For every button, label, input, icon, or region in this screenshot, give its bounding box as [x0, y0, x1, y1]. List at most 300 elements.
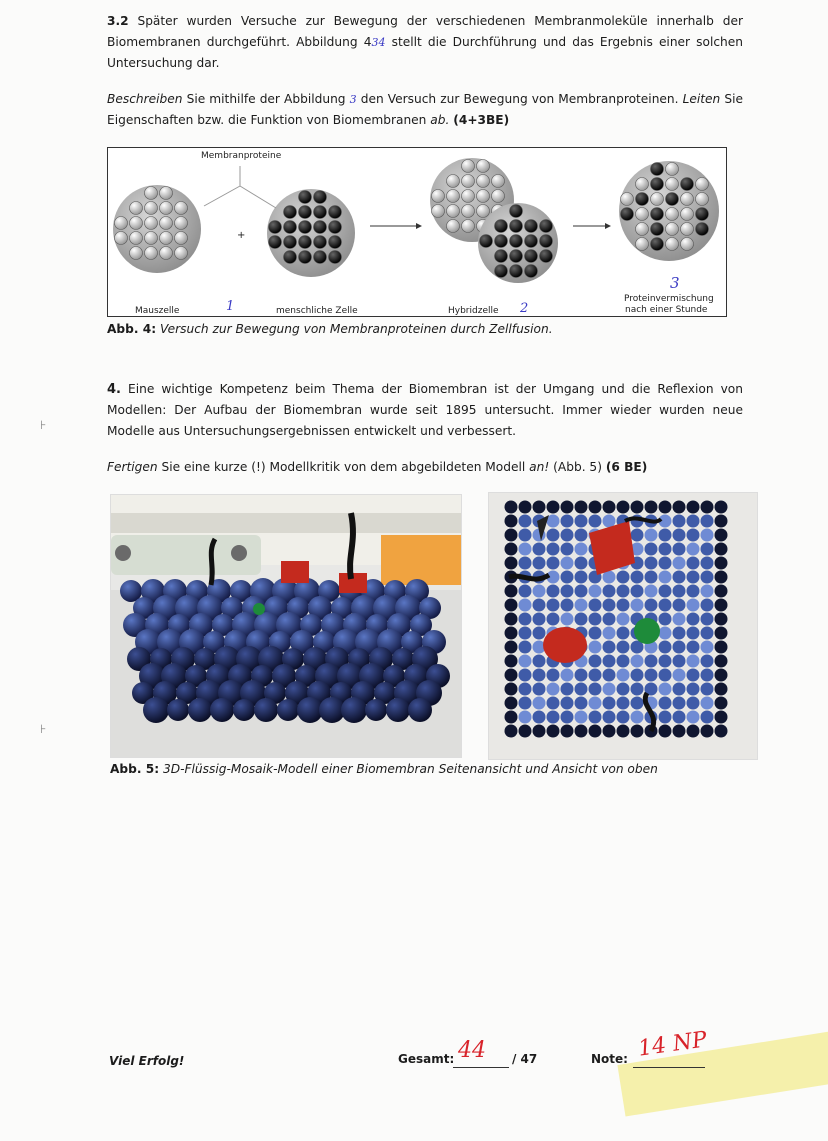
model-sphere	[687, 571, 700, 584]
model-sphere	[533, 711, 546, 724]
model-sphere	[547, 585, 560, 598]
model-sphere	[701, 725, 714, 738]
model-sphere	[701, 669, 714, 682]
label-nach-einer-stunde: nach einer Stunde	[625, 305, 708, 315]
model-sphere	[547, 669, 560, 682]
model-sphere	[673, 683, 686, 696]
model-sphere	[701, 627, 714, 640]
model-sphere	[631, 711, 644, 724]
model-sphere	[715, 641, 728, 654]
model-sphere	[673, 501, 686, 514]
human-protein	[696, 208, 709, 221]
mouse-protein	[666, 163, 679, 176]
model-sphere	[589, 501, 602, 514]
human-protein	[329, 236, 342, 249]
human-protein	[329, 221, 342, 234]
model-top-view-photo	[488, 492, 758, 760]
mouse-protein	[666, 223, 679, 236]
section-3-2-intro	[107, 11, 743, 74]
model-sphere	[659, 725, 672, 738]
model-sphere	[589, 697, 602, 710]
task-points: (4+3BE)	[453, 113, 510, 127]
model-sphere	[589, 683, 602, 696]
human-protein	[651, 238, 664, 251]
model-sphere	[575, 613, 588, 626]
top-view-illustration	[489, 493, 757, 759]
model-sphere	[547, 711, 560, 724]
model-sphere	[617, 683, 630, 696]
model-sphere	[659, 543, 672, 556]
model-sphere	[589, 613, 602, 626]
human-protein	[495, 235, 508, 248]
model-sphere	[575, 585, 588, 598]
mouse-protein	[160, 217, 173, 230]
intro-text: Eine wichtige Kompetenz beim Thema der Biomembran ist der Umgang und die Reflexion von Modellen: Der Aufbau der Biomembran wurde seit 1895 untersucht. Immer wieder wurden neue Modelle aus Untersuchungsergebnissen entwickelt und verbessert.	[107, 382, 743, 438]
label-membranproteine: Membranproteine	[201, 151, 282, 161]
label-mauszelle: Mauszelle	[135, 306, 180, 316]
mouse-protein	[462, 220, 475, 233]
model-sphere	[687, 655, 700, 668]
human-protein	[666, 193, 679, 206]
arrow-2-head	[605, 223, 611, 229]
model-sphere	[589, 515, 602, 528]
model-sphere	[715, 711, 728, 724]
model-sphere	[659, 655, 672, 668]
model-sphere	[561, 501, 574, 514]
model-sphere	[561, 557, 574, 570]
model-sphere	[687, 641, 700, 654]
model-sphere	[575, 515, 588, 528]
model-sphere	[505, 529, 518, 542]
human-protein	[480, 235, 493, 248]
model-sphere	[341, 697, 367, 723]
human-protein	[696, 223, 709, 236]
model-sphere	[533, 557, 546, 570]
intro-text: Später wurden Versuche zur Bewegung der verschiedenen Membranmoleküle innerhalb der Biomembranen durchgeführt. Abbildung	[107, 14, 743, 49]
model-sphere	[659, 599, 672, 612]
handwritten-figure-ref: 34	[371, 36, 386, 49]
human-protein	[525, 265, 538, 278]
figure-4	[107, 147, 727, 317]
model-sphere	[143, 697, 169, 723]
model-sphere	[659, 627, 672, 640]
model-sphere	[673, 725, 686, 738]
model-sphere	[673, 711, 686, 724]
model-sphere	[701, 529, 714, 542]
model-sphere	[715, 543, 728, 556]
mouse-protein	[130, 232, 143, 245]
model-sphere	[687, 543, 700, 556]
model-sphere	[589, 655, 602, 668]
human-protein	[495, 220, 508, 233]
model-sphere	[715, 585, 728, 598]
model-sphere	[575, 557, 588, 570]
model-sphere	[575, 711, 588, 724]
mouse-protein	[145, 217, 158, 230]
model-side-view-photo	[110, 494, 462, 758]
mouse-protein	[447, 175, 460, 188]
mouse-protein	[175, 232, 188, 245]
model-sphere	[715, 655, 728, 668]
model-sphere	[645, 543, 658, 556]
model-sphere	[603, 725, 616, 738]
model-sphere	[701, 515, 714, 528]
mouse-protein	[696, 193, 709, 206]
human-protein	[525, 250, 538, 263]
model-sphere	[254, 698, 278, 722]
human-protein	[284, 236, 297, 249]
mouse-protein	[636, 208, 649, 221]
handwritten-3: 3	[670, 274, 680, 292]
mouse-protein	[447, 205, 460, 218]
model-sphere	[589, 627, 602, 640]
model-sphere	[386, 698, 410, 722]
caption-prefix: Abb. 5:	[110, 762, 160, 776]
grade-label: Note:	[591, 1052, 628, 1066]
model-sphere	[617, 501, 630, 514]
model-sphere	[603, 669, 616, 682]
model-sphere	[575, 571, 588, 584]
model-sphere	[631, 585, 644, 598]
model-sphere	[210, 698, 234, 722]
model-sphere	[715, 725, 728, 738]
human-protein	[621, 208, 634, 221]
model-sphere	[589, 669, 602, 682]
mouse-protein	[477, 205, 490, 218]
model-sphere	[561, 697, 574, 710]
margin-mark: ⊦	[40, 722, 47, 736]
model-sphere	[533, 613, 546, 626]
mouse-protein	[175, 217, 188, 230]
total-label: Gesamt:	[398, 1052, 455, 1066]
mouse-protein	[130, 202, 143, 215]
model-sphere	[701, 655, 714, 668]
task-verb: Beschreiben	[107, 92, 183, 106]
model-sphere	[659, 557, 672, 570]
model-sphere	[659, 529, 672, 542]
human-protein	[651, 178, 664, 191]
human-protein	[299, 206, 312, 219]
mouse-protein	[145, 187, 158, 200]
model-sphere	[659, 697, 672, 710]
mouse-protein	[477, 190, 490, 203]
model-sphere	[603, 613, 616, 626]
human-protein	[495, 250, 508, 263]
human-protein	[681, 178, 694, 191]
model-sphere	[645, 655, 658, 668]
model-sphere	[603, 501, 616, 514]
model-sphere	[715, 557, 728, 570]
model-sphere	[505, 515, 518, 528]
model-sphere	[561, 599, 574, 612]
figure-4-caption	[107, 322, 553, 336]
mouse-protein	[477, 175, 490, 188]
model-sphere	[561, 725, 574, 738]
model-sphere	[561, 529, 574, 542]
human-protein	[495, 265, 508, 278]
model-sphere	[533, 683, 546, 696]
model-sphere	[575, 683, 588, 696]
task-points: (6 BE)	[605, 460, 648, 474]
model-sphere	[715, 669, 728, 682]
model-sphere	[603, 683, 616, 696]
model-sphere	[505, 669, 518, 682]
mouse-protein	[432, 190, 445, 203]
model-sphere	[673, 585, 686, 598]
mouse-protein	[621, 193, 634, 206]
model-sphere	[561, 585, 574, 598]
cell	[267, 189, 355, 277]
model-sphere	[561, 515, 574, 528]
mouse-protein	[651, 193, 664, 206]
model-sphere	[589, 725, 602, 738]
model-sphere	[645, 501, 658, 514]
model-sphere	[603, 655, 616, 668]
human-protein	[540, 220, 553, 233]
model-sphere	[687, 599, 700, 612]
model-sphere	[547, 529, 560, 542]
model-sphere	[505, 725, 518, 738]
total-score-handwritten: 44	[458, 1038, 486, 1063]
model-sphere	[575, 669, 588, 682]
model-sphere	[603, 585, 616, 598]
model-sphere	[603, 641, 616, 654]
mouse-protein	[175, 247, 188, 260]
mouse-protein	[462, 160, 475, 173]
model-sphere	[603, 599, 616, 612]
mouse-protein	[636, 178, 649, 191]
mouse-protein	[462, 175, 475, 188]
model-sphere	[533, 501, 546, 514]
model-sphere	[673, 627, 686, 640]
mouse-protein	[130, 247, 143, 260]
model-sphere	[575, 501, 588, 514]
model-sphere	[659, 641, 672, 654]
human-protein	[269, 236, 282, 249]
mouse-protein	[696, 178, 709, 191]
model-sphere	[673, 599, 686, 612]
model-sphere	[408, 698, 432, 722]
mouse-protein	[432, 205, 445, 218]
model-sphere	[575, 543, 588, 556]
model-sphere	[701, 557, 714, 570]
model-sphere	[505, 599, 518, 612]
model-sphere	[547, 543, 560, 556]
total-line	[453, 1067, 509, 1068]
mouse-protein	[130, 217, 143, 230]
model-sphere	[673, 669, 686, 682]
mouse-protein	[636, 238, 649, 251]
human-protein	[299, 221, 312, 234]
human-protein	[284, 221, 297, 234]
model-sphere	[701, 599, 714, 612]
human-protein	[651, 223, 664, 236]
model-sphere	[701, 697, 714, 710]
model-sphere	[673, 543, 686, 556]
model-sphere	[673, 557, 686, 570]
mouse-protein	[462, 205, 475, 218]
model-sphere	[575, 599, 588, 612]
model-sphere	[631, 501, 644, 514]
model-sphere	[519, 683, 532, 696]
model-sphere	[715, 501, 728, 514]
human-protein	[269, 221, 282, 234]
model-sphere	[617, 697, 630, 710]
model-sphere	[547, 613, 560, 626]
task-verb-2: Leiten	[682, 92, 721, 106]
cell	[113, 185, 201, 273]
model-sphere	[617, 655, 630, 668]
model-sphere	[687, 585, 700, 598]
section-number: 4.	[107, 382, 121, 397]
total-max: / 47	[512, 1052, 538, 1066]
model-sphere	[505, 655, 518, 668]
mouse-protein	[462, 190, 475, 203]
model-sphere	[505, 543, 518, 556]
human-protein	[651, 208, 664, 221]
grade-handwritten: 14 NP	[636, 1027, 709, 1062]
model-sphere	[631, 697, 644, 710]
human-protein	[525, 235, 538, 248]
model-sphere	[715, 571, 728, 584]
caption-text: 3D-Flüssig-Mosaik-Modell einer Biomembran Seitenansicht und Ansicht von oben	[159, 762, 658, 776]
model-sphere	[589, 599, 602, 612]
model-sphere	[519, 515, 532, 528]
mouse-protein	[492, 175, 505, 188]
model-sphere	[687, 557, 700, 570]
model-sphere	[701, 543, 714, 556]
model-sphere	[617, 627, 630, 640]
mouse-protein	[681, 193, 694, 206]
mouse-protein	[681, 223, 694, 236]
model-sphere	[547, 599, 560, 612]
mouse-protein	[636, 223, 649, 236]
task-ab: ab.	[430, 113, 450, 127]
model-sphere	[617, 641, 630, 654]
model-sphere	[687, 529, 700, 542]
model-sphere	[167, 699, 189, 721]
model-sphere	[519, 725, 532, 738]
human-protein	[299, 236, 312, 249]
handwritten-1: 1	[226, 299, 235, 314]
model-sphere	[519, 697, 532, 710]
model-sphere	[561, 571, 574, 584]
model-sphere	[519, 585, 532, 598]
handwritten-ref: 3	[349, 93, 357, 106]
model-sphere	[547, 697, 560, 710]
model-sphere	[687, 501, 700, 514]
model-sphere	[715, 515, 728, 528]
human-protein	[314, 221, 327, 234]
model-sphere	[645, 669, 658, 682]
mouse-protein	[681, 238, 694, 251]
task-an: an!	[529, 460, 550, 474]
human-protein	[314, 251, 327, 264]
mouse-protein	[115, 217, 128, 230]
mouse-protein	[477, 160, 490, 173]
model-sphere	[519, 669, 532, 682]
label-menschliche-zelle: menschliche Zelle	[276, 306, 358, 316]
model-sphere	[659, 585, 672, 598]
model-sphere	[533, 585, 546, 598]
model-sphere	[519, 655, 532, 668]
model-sphere	[617, 711, 630, 724]
section-4-intro	[107, 379, 743, 442]
mouse-protein	[145, 232, 158, 245]
model-sphere	[233, 699, 255, 721]
model-sphere	[505, 613, 518, 626]
figure-ref: 4	[363, 35, 372, 49]
model-sphere	[575, 725, 588, 738]
mouse-protein	[145, 202, 158, 215]
model-sphere	[547, 725, 560, 738]
model-sphere	[673, 515, 686, 528]
mouse-protein	[666, 208, 679, 221]
model-sphere	[687, 613, 700, 626]
mouse-protein	[145, 247, 158, 260]
mouse-protein	[666, 238, 679, 251]
model-sphere	[673, 571, 686, 584]
model-sphere	[645, 571, 658, 584]
margin-mark: ⊦	[40, 418, 47, 432]
model-sphere	[505, 711, 518, 724]
human-protein	[510, 220, 523, 233]
model-sphere	[533, 697, 546, 710]
model-sphere	[547, 683, 560, 696]
figure-5-caption	[110, 762, 658, 776]
model-sphere	[561, 683, 574, 696]
model-sphere	[673, 641, 686, 654]
model-sphere	[673, 529, 686, 542]
mouse-protein	[492, 190, 505, 203]
model-sphere	[631, 529, 644, 542]
model-sphere	[715, 599, 728, 612]
model-sphere	[701, 501, 714, 514]
model-sphere	[617, 571, 630, 584]
model-sphere	[673, 655, 686, 668]
model-sphere	[701, 711, 714, 724]
task-ref: (Abb. 5)	[549, 460, 606, 474]
arrow-1-head	[416, 223, 422, 229]
model-sphere	[701, 641, 714, 654]
model-sphere	[547, 501, 560, 514]
model-sphere	[715, 613, 728, 626]
mouse-protein	[447, 220, 460, 233]
task-text-3: Sie Eigenschaften bzw. die Funktion von Biomembranen	[107, 92, 744, 127]
model-sphere	[659, 613, 672, 626]
human-protein	[525, 220, 538, 233]
model-sphere	[505, 627, 518, 640]
model-sphere	[673, 613, 686, 626]
task-text: Sie eine kurze (!) Modellkritik von dem abgebildeten Modell	[157, 460, 530, 474]
model-sphere	[561, 613, 574, 626]
model-sphere	[365, 699, 387, 721]
human-protein	[636, 193, 649, 206]
mouse-protein	[160, 247, 173, 260]
model-sphere	[188, 698, 212, 722]
human-protein	[329, 251, 342, 264]
model-sphere	[519, 543, 532, 556]
human-protein	[540, 250, 553, 263]
human-protein	[510, 250, 523, 263]
mouse-protein	[175, 202, 188, 215]
model-sphere	[519, 627, 532, 640]
task-text: Sie mithilfe der Abbildung	[182, 92, 350, 106]
model-sphere	[715, 697, 728, 710]
model-sphere	[547, 557, 560, 570]
model-sphere	[561, 669, 574, 682]
model-sphere	[687, 697, 700, 710]
